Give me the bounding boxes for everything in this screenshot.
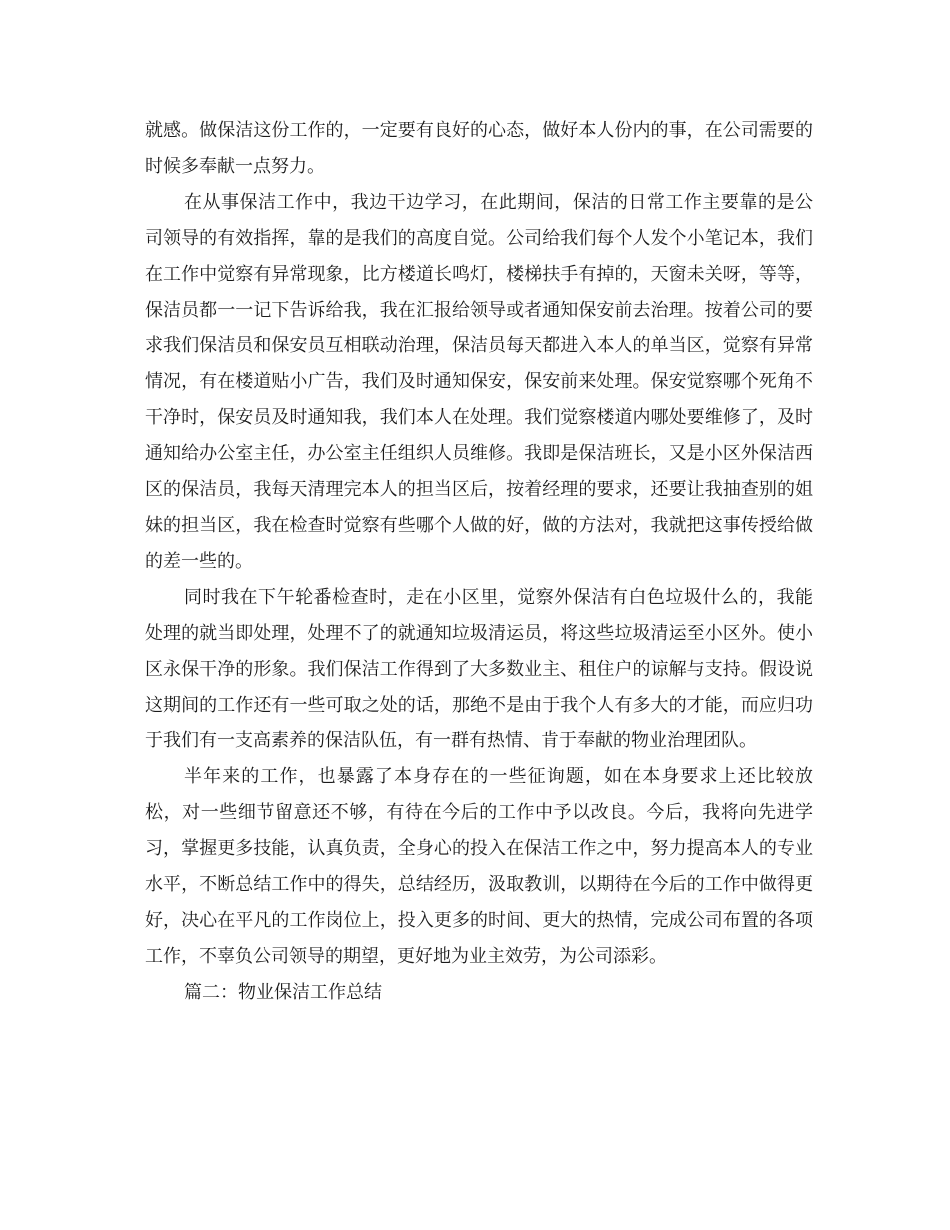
paragraph-1: 就感。做保洁这份工作的，一定要有良好的心态，做好本人份内的事，在公司需要的时候多奉献一点努力。 (145, 120, 813, 177)
paragraph-2: 在从事保洁工作中，我边干边学习，在此期间，保洁的日常工作主要靠的是公司领导的有效指挥，靠的是我们的高度自觉。公司给我们每个人发个小笔记本，我们在工作中觉察有异常现象，比方楼道长鸣灯，楼梯扶手有掉的，天窗未关呀，等等，保洁员都一一记下告诉给我，我在汇报给领导或者通知保安前去治理。按着公司的要求我们保洁员和保安员互相联动治理，保洁员每天都进入本人的单当区，觉察有异常情况，有在楼道贴小广告，我们及时通知保安，保安前来处理。保安觉察哪个死角不干净时，保安员及时通知我，我们本人在处理。我们觉察楼道内哪处要维修了，及时通知给办公室主任，办公室主任组织人员维修。我即是保洁班长，又是小区外保洁西区的保洁员，我每天清理完本人的担当区后，按着经理的要求，还要让我抽查别的姐妹的担当区，我在检查时觉察有些哪个人做的好，做的方法对，我就把这事传授给做的差一些的。 (145, 191, 813, 572)
paragraph-4: 半年来的工作，也暴露了本身存在的一些征询题，如在本身要求上还比较放松，对一些细节留意还不够，有待在今后的工作中予以改良。今后，我将向先进学习，掌握更多技能，认真负责，全身心的投入在保洁工作之中，努力提高本人的专业水平，不断总结工作中的得失，总结经历，汲取教训，以期待在今后的工作中做得更好，决心在平凡的工作岗位上，投入更多的时间、更大的热情，完成公司布置的各项工作，不辜负公司领导的期望，更好地为业主效劳，为公司添彩。 (145, 766, 813, 967)
paragraph-3: 同时我在下午轮番检查时，走在小区里，觉察外保洁有白色垃圾什么的，我能处理的就当即处理，处理不了的就通知垃圾清运员，将这些垃圾清运至小区外。使小区永保干净的形象。我们保洁工作得到了大多数业主、租住户的谅解与支持。假设说这期间的工作还有一些可取之处的话，那绝不是由于我个人有多大的才能，而应归功于我们有一支高素养的保洁队伍，有一群有热情、肯于奉献的物业治理团队。 (145, 586, 813, 752)
section-heading: 篇二：物业保洁工作总结 (184, 981, 382, 1003)
document-body (145, 113, 813, 1011)
